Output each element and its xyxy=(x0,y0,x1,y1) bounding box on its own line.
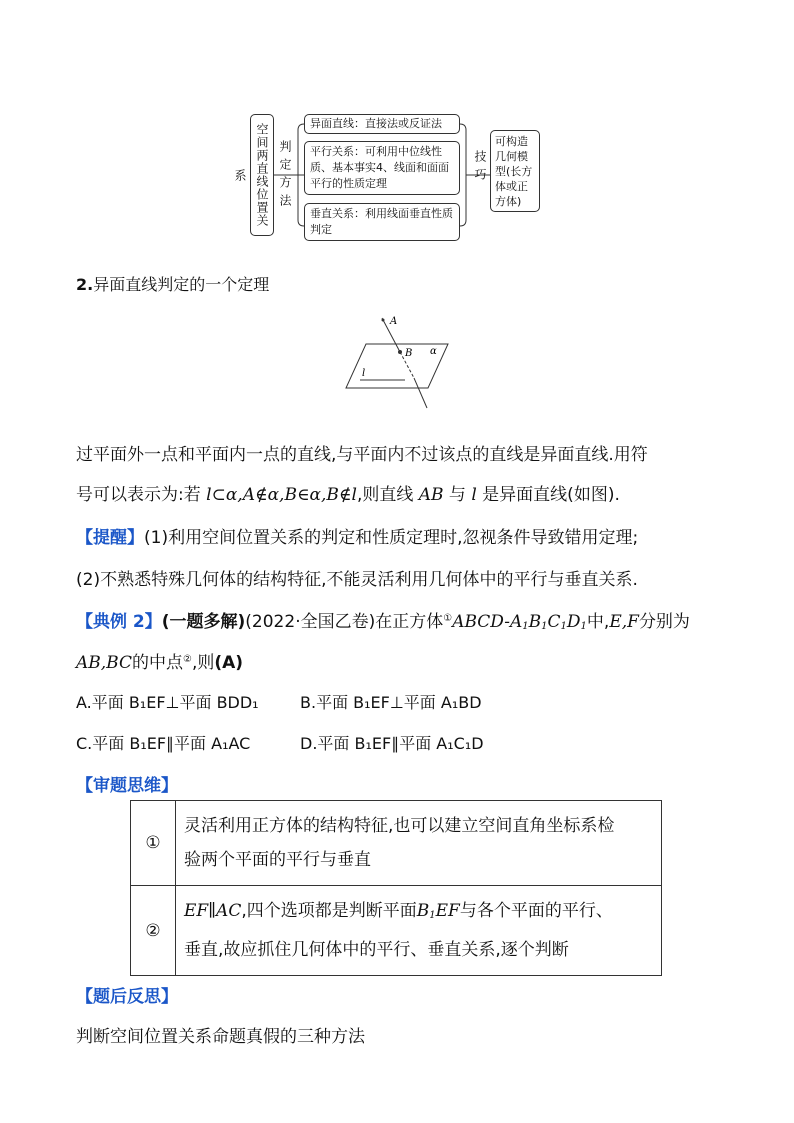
mindmap-method-label: 判定方法 xyxy=(278,140,292,212)
row-content: EF∥AC,四个选项都是判断平面$B_1EF$与各个平面的平行、 垂直,故应抓住几何体中的平行、垂直关系,逐个判断 xyxy=(176,886,662,976)
tip-line1: 【提醒】(1)利用空间位置关系的判定和性质定理时,忽视条件导致错用定理; xyxy=(76,528,639,548)
tip-label: 【提醒】 xyxy=(76,528,144,548)
option-b: B.平面 B₁EF⊥平面 A₁BD xyxy=(300,693,482,712)
option-d: D.平面 B₁EF∥平面 A₁C₁D xyxy=(300,734,484,753)
row-number: ① xyxy=(131,801,176,886)
example-line2: AB,BC的中点②,则(A) xyxy=(76,653,244,673)
cube-name: ABCD-$A_1B_1C_1D_1$ xyxy=(452,612,587,632)
mindmap-root-label: 空间两直线位置关系 xyxy=(233,123,269,227)
point-b xyxy=(398,350,402,354)
mindmap-item-parallel: 平行关系：可利用中位线性质、基本事实4、线面和面面平行的性质定理 xyxy=(304,141,460,195)
line-ab-lower xyxy=(414,378,427,408)
mindmap-tip-label: 技巧 xyxy=(473,150,487,186)
theorem-line2: 号可以表示为:若 l⊂α,A∉α,B∈α,B∉l,则直线 AB 与 l 是异面直线(如图). xyxy=(76,485,620,505)
table-row xyxy=(131,886,662,976)
skew-lines-figure xyxy=(330,312,470,412)
review-label: 【审题思维】 xyxy=(76,776,178,796)
section-heading: 2.异面直线判定的一个定理 xyxy=(76,275,270,294)
example-tag: (一题多解) xyxy=(161,612,246,632)
tip-line2: (2)不熟悉特殊几何体的结构特征,不能灵活利用几何体中的平行与垂直关系. xyxy=(76,570,638,590)
reflect-line: 判断空间位置关系命题真假的三种方法 xyxy=(76,1027,365,1047)
option-c: C.平面 B₁EF∥平面 A₁AC xyxy=(76,734,251,753)
review-table xyxy=(130,800,662,976)
example-label: 【典例 2】 xyxy=(76,612,162,632)
example-line1: 【典例 2】(一题多解)(2022·全国乙卷)在正方体$^①ABCD-A_1B_1C_1D_1$中,E,F分别为 xyxy=(76,612,690,632)
option-a: A.平面 B₁EF⊥平面 BDD₁ xyxy=(76,693,259,712)
table-row xyxy=(131,801,662,886)
row-number: ② xyxy=(131,886,176,976)
reflect-label: 【题后反思】 xyxy=(76,987,178,1007)
label-b: B xyxy=(405,348,413,359)
label-l: l xyxy=(362,368,366,379)
row-content: 灵活利用正方体的结构特征,也可以建立空间直角坐标系检 验两个平面的平行与垂直 xyxy=(176,801,662,886)
mindmap-right-box: 可构造几何模型(长方体或正方体) xyxy=(490,130,540,212)
mindmap-item-perpendicular: 垂直关系：利用线面垂直性质判定 xyxy=(304,203,460,241)
theorem-line1: 过平面外一点和平面内一点的直线,与平面内不过该点的直线是异面直线.用符 xyxy=(76,445,648,465)
label-alpha: α xyxy=(430,346,437,357)
point-a xyxy=(382,319,385,322)
mindmap-item-skew: 异面直线：直接法或反证法 xyxy=(304,114,460,134)
label-a: A xyxy=(390,316,398,327)
example-answer: (A) xyxy=(214,653,244,673)
